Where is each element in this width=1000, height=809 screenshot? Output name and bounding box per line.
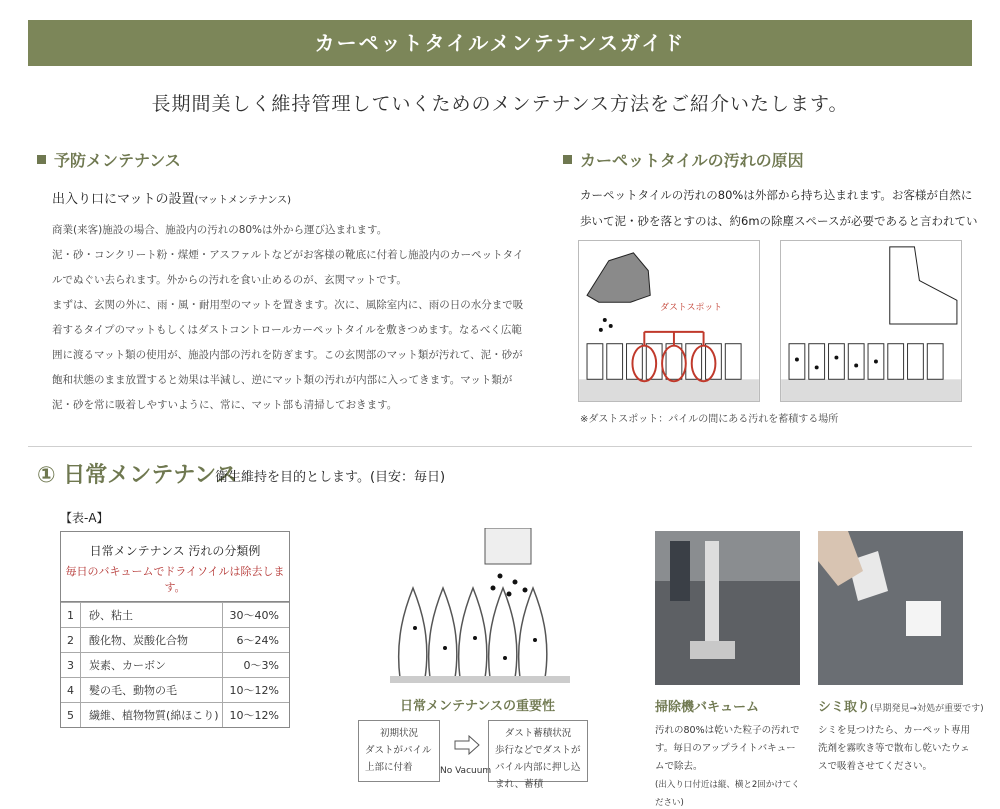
preventive-section-title: 予防メンテナンス: [37, 148, 181, 171]
spray-cleaning-photo: [818, 531, 963, 685]
vacuum-text: 汚れの80%は乾いた粒子の汚れです。毎日のアップライトバキュームで除去。 (出入り口付近は縦、横と2回かけてください): [655, 725, 800, 808]
daily-section-title: ① 日常メンテナンス: [37, 463, 238, 488]
shoe-dirt-carpet-illustration: [579, 241, 759, 401]
spot-removal-title: シミ取り(早期発見→対処が重要です): [818, 700, 984, 715]
shoe-carpet-illustration: [781, 241, 961, 401]
carpet-pile-illustration: [385, 528, 575, 683]
initial-state-box: 初期状況 ダストがパイル上部に付着: [358, 720, 440, 782]
page-banner: カーペットタイルメンテナンスガイド: [28, 20, 972, 66]
spot-removal-text: シミを見つけたら、カーペット専用洗剤を霧吹き等で散布し乾いたウェスで吸着させてください。: [818, 725, 971, 772]
dust-accumulation-box: ダスト蓄積状況 歩行などでダストがパイル内部に押し込まれ、蓄積: [488, 720, 588, 782]
table-row: 1 砂、粘土 30〜40%: [61, 602, 289, 627]
section-square-icon: [37, 155, 46, 164]
preventive-body: 商業(来客)施設の場合、施設内の汚れの80%は外から運び込まれます。 泥・砂・コンクリート粉・煤煙・アスファルトなどがお客様の靴底に付着し施設内のカーペットタイルでぬぐい去られます。外からの汚れを食い止めるのが、玄関マットです。 まずは、玄関の外に、雨・風・耐用型のマットを置きます。次に、風除室内に、雨の日の水分まで吸着するタイプのマットもしくはダストコントロールカーペットタイルを敷きつめます。なるべく広範囲に渡るマット類の使用が、施設内部の汚れを防ぎます。この玄関部のマット類が汚れて、泥・砂が飽和状態のまま放置すると効果は半減し、逆にマット類の汚れが内部に入ってきます。マット類が泥・砂を常に吸着しやすいように、常に、マット部も清掃しておきます。: [52, 224, 524, 411]
section-square-icon: [563, 155, 572, 164]
page-intro: 長期間美しく維持管理していくためのメンテナンス方法をご紹介いたします。: [151, 93, 849, 115]
spot-removal-photo: [818, 531, 963, 685]
daily-section-subtitle: 衛生維持を目的とします。(目安：毎日): [215, 470, 446, 485]
pile-dust-illustration: [385, 528, 575, 683]
table-label: 【表-A】: [60, 511, 109, 525]
soil-classification-table: [60, 531, 290, 728]
causes-section-title: カーペットタイルの汚れの原因: [563, 148, 804, 171]
preventive-subtitle: 出入り口にマットの設置(マットメンテナンス): [52, 192, 291, 207]
causes-lead: カーペットタイルの汚れの80%は外部から持ち込まれます。お客様が自然に歩いて泥・砂を落とすのは、約6mの除塵スペースが必要であると言われてい: [580, 188, 978, 228]
dust-spot-caption: ※ダストスポット：パイルの間にある汚れを蓄積する場所: [580, 414, 839, 425]
table-row: 3 炭素、カーボン 0〜3%: [61, 652, 289, 677]
arrow-right-icon: [453, 735, 481, 755]
upright-vacuum-photo: [655, 531, 800, 685]
shoe-stepping-illustration: [780, 240, 962, 402]
table-header: 日常メンテナンス 汚れの分類例 毎日のバキュームでドライソイルは除去します。: [61, 532, 289, 602]
table-row: 4 髪の毛、動物の毛 10〜12%: [61, 677, 289, 702]
svg-text:ダストスポット: ダストスポット: [660, 303, 723, 314]
section-divider: [28, 446, 972, 447]
table-row: 2 酸化物、炭酸化合物 6〜24%: [61, 627, 289, 652]
vacuum-photo: [655, 531, 800, 685]
vacuum-title: 掃除機バキューム: [655, 700, 760, 715]
table-row: 5 繊維、植物物質(綿ほこり) 10〜12%: [61, 702, 289, 727]
no-vacuum-label: No Vacuum: [440, 766, 492, 776]
dust-spot-illustration: [578, 240, 760, 402]
importance-title: 日常メンテナンスの重要性: [400, 699, 555, 714]
